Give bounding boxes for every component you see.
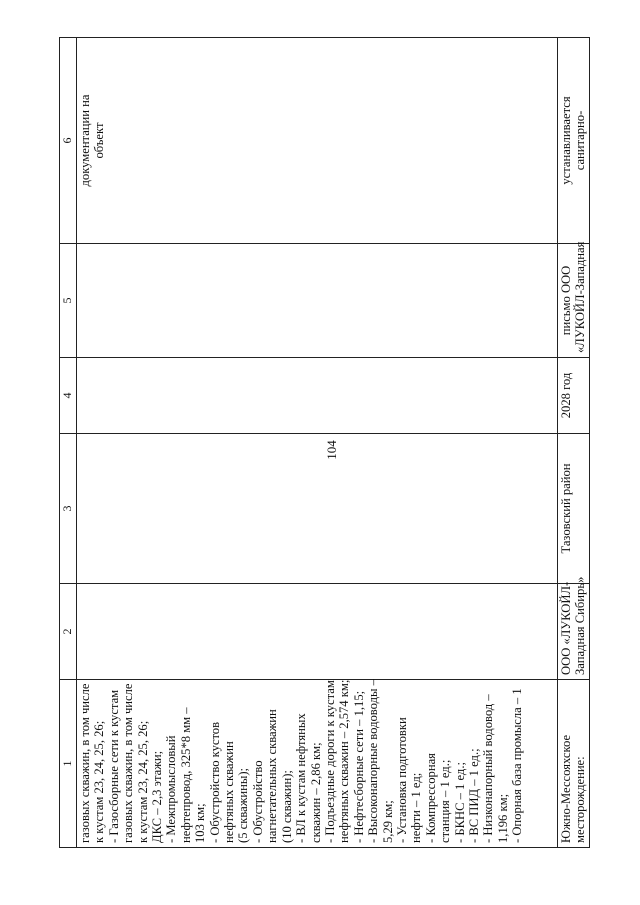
facility-line: - Газосборные сети к кустам xyxy=(106,689,121,843)
facility-list-cell xyxy=(77,680,558,848)
column-header-6: 6 xyxy=(60,38,77,244)
column-header-3: 3 xyxy=(60,434,77,584)
facility-line: - Низконапорный водовод – xyxy=(481,694,496,843)
empty-cell xyxy=(77,358,558,434)
facility-line: (10 скважин); xyxy=(279,770,294,843)
facility-line: (5 скважины); xyxy=(236,767,251,843)
letter-cell xyxy=(558,241,590,358)
facility-line: 5,29 км; xyxy=(380,800,395,843)
field-name-cell xyxy=(558,680,590,848)
facility-line: - Нефтесборные сети – 1,15; xyxy=(351,690,366,843)
year-cell: 2028 год xyxy=(558,358,590,434)
facility-line: - ВЛ к кустам нефтяных xyxy=(294,713,309,843)
facility-line: нефтяных скважин xyxy=(222,741,237,843)
facility-line: ДКС – 2,3 этажи; xyxy=(150,750,165,843)
facility-line: газовых скважин, в том числе xyxy=(78,683,92,843)
letter-line: «ЛУКОЙЛ-Западная xyxy=(573,241,588,353)
facility-line: нефти – 1 ед; xyxy=(409,772,424,843)
facility-line: - Компрессорная xyxy=(423,753,438,843)
table-row xyxy=(77,38,558,848)
facility-line: - Опорная база промысла – 1 xyxy=(510,688,525,843)
column-header-4: 4 xyxy=(60,358,77,434)
facility-line: - Подъездные дороги к кустам xyxy=(322,680,337,843)
rotated-table-wrapper xyxy=(59,38,588,848)
empty-cell xyxy=(77,434,558,584)
facility-line: станция – 1 ед.; xyxy=(438,759,453,843)
page-number: 104 xyxy=(324,440,339,460)
facility-line: к кустам 23, 24, 25, 26; xyxy=(135,720,150,843)
facility-line: - Установка подготовки xyxy=(394,717,409,843)
facility-line: - Обустройство кустов xyxy=(207,721,222,843)
company-line: ООО «ЛУКОЙЛ- xyxy=(559,581,573,675)
table-header-row xyxy=(60,38,77,848)
column-header-2: 2 xyxy=(60,584,77,680)
documentation-line: объект xyxy=(92,122,107,159)
facility-line: к кустам 23, 24, 25, 26; xyxy=(92,720,107,843)
company-cell xyxy=(558,576,590,680)
empty-cell xyxy=(77,244,558,358)
letter-line: письмо ООО xyxy=(559,265,573,336)
facility-line: - БКНС – 1 ед.; xyxy=(452,762,467,843)
company-line: Западная Сибирь» xyxy=(573,576,588,675)
facility-line: - Межпромысловый xyxy=(164,735,179,843)
field-name-line: месторождение: xyxy=(573,756,588,843)
field-name-line: Южно-Мессояхское xyxy=(559,734,573,843)
district-cell: Тазовский район xyxy=(558,434,590,584)
empty-cell xyxy=(77,584,558,680)
facility-line: нефтепровод, 325*8 мм – xyxy=(178,707,193,843)
column-header-1: 1 xyxy=(60,680,77,848)
documentation-cell xyxy=(77,38,558,244)
sanitary-line: устанавливается xyxy=(559,96,573,185)
facility-line: - Высоконапорные водоводы – xyxy=(366,679,381,843)
data-table xyxy=(59,37,590,848)
facility-line: 1,196 км; xyxy=(495,793,510,843)
column-header-5: 5 xyxy=(60,244,77,358)
facility-line: скважин – 2,86 км; xyxy=(308,742,323,843)
facility-line: - Обустройство xyxy=(250,760,265,843)
table-row xyxy=(558,38,590,848)
facility-line: 103 км; xyxy=(193,803,208,843)
sanitary-cell xyxy=(558,38,590,244)
facility-line: нефтяных скважин – 2,574 км; xyxy=(337,679,352,843)
facility-line: газовых скважин, в том числе xyxy=(121,683,136,843)
facility-line: - ВС ПИД – 1 ед.; xyxy=(466,748,481,843)
documentation-line: документации на xyxy=(78,94,92,187)
facility-line: нагнетательных скважин xyxy=(265,709,280,843)
sanitary-line: санитарно- xyxy=(573,110,588,171)
